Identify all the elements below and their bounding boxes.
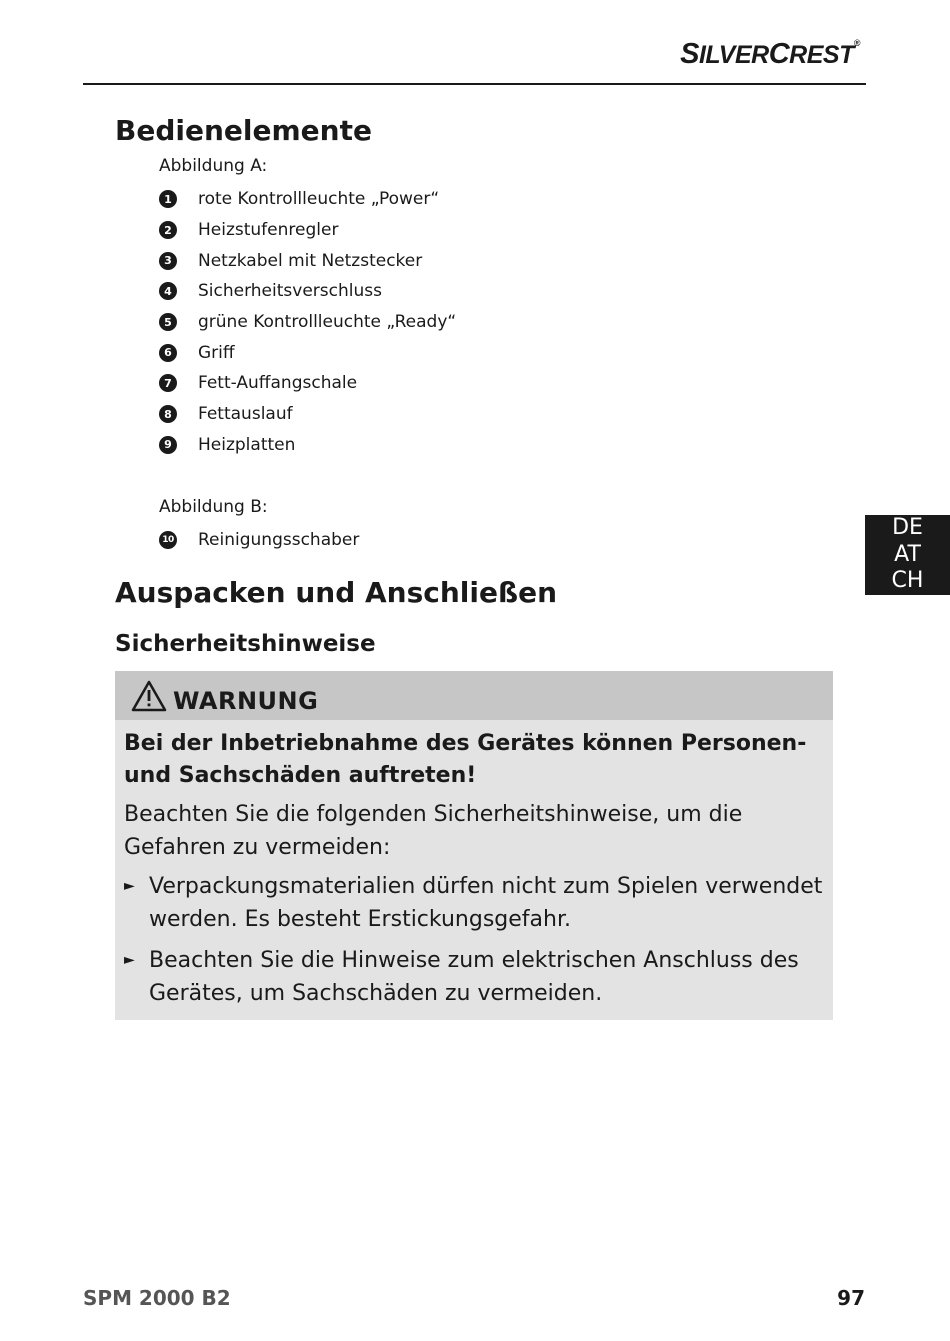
warning-box — [115, 671, 833, 1020]
brand-logo — [680, 38, 860, 71]
warning-intro: Beachten Sie die folgenden Sicherheitshinweise, um die Gefahren zu vermeiden: — [124, 802, 743, 860]
item-label: Netzkabel mit Netzstecker — [198, 250, 423, 271]
list-item — [159, 276, 456, 307]
warning-header — [115, 671, 833, 720]
list-item — [159, 430, 456, 461]
list-item — [159, 368, 456, 399]
list-item — [115, 870, 829, 936]
number-badge: 2 — [159, 221, 177, 239]
number-badge: 6 — [159, 344, 177, 362]
language-code: CH — [891, 568, 924, 593]
item-label: Fettauslauf — [198, 404, 293, 425]
language-code: DE — [892, 515, 923, 540]
list-item — [159, 245, 456, 276]
number-badge: 1 — [159, 190, 177, 208]
header-rule — [83, 83, 866, 85]
bullet-arrow-icon: ► — [124, 952, 135, 968]
number-badge: 10 — [159, 531, 177, 549]
item-label: Sicherheitsverschluss — [198, 281, 382, 302]
subsection-title-sicherheitshinweise: Sicherheitshinweise — [115, 631, 376, 657]
list-item — [159, 184, 456, 215]
warning-bullet-list — [115, 870, 833, 1010]
item-label: Heizstufenregler — [198, 220, 339, 241]
list-item — [159, 399, 456, 430]
number-badge: 9 — [159, 436, 177, 454]
figure-b-list — [159, 525, 359, 556]
brand-initial-s: S — [680, 38, 699, 70]
warning-triangle-icon — [131, 680, 167, 712]
item-label: Fett-Auffangschale — [198, 373, 358, 394]
list-item — [159, 337, 456, 368]
number-badge: 7 — [159, 374, 177, 392]
item-label: Heizplatten — [198, 434, 296, 455]
item-label: Griff — [198, 342, 235, 363]
number-badge: 8 — [159, 405, 177, 423]
footer-model: SPM 2000 B2 — [83, 1286, 231, 1310]
list-item — [115, 944, 829, 1010]
figure-b-label: Abbildung B: — [159, 497, 268, 517]
language-tab — [865, 515, 950, 595]
list-item — [159, 525, 359, 556]
warning-bold-text: Bei der Inbetriebnahme des Gerätes können Personen- und Sachschäden auftreten! — [124, 731, 807, 788]
item-label: grüne Kontrollleuchte „Ready“ — [198, 312, 457, 333]
list-item — [159, 215, 456, 246]
brand-rest-1: ILVER — [698, 41, 769, 69]
language-code: AT — [894, 541, 921, 567]
number-badge: 5 — [159, 313, 177, 331]
warning-title: WARNUNG — [173, 686, 319, 715]
brand-rest-2: REST — [789, 41, 854, 69]
bullet-text: Beachten Sie die Hinweise zum elektrischen Anschluss des Gerätes, um Sachschäden zu vermeiden. — [149, 948, 799, 1006]
item-label: rote Kontrollleuchte „Power“ — [198, 189, 440, 210]
section-title-bedienelemente: Bedienelemente — [115, 114, 372, 147]
number-badge: 4 — [159, 282, 177, 300]
bullet-arrow-icon: ► — [124, 878, 135, 894]
brand-initial-c: C — [768, 38, 790, 70]
section-title-auspacken: Auspacken und Anschließen — [115, 576, 558, 609]
number-badge: 3 — [159, 252, 177, 270]
figure-a-list — [159, 184, 456, 460]
registered-mark: ® — [853, 38, 860, 48]
item-label: Reinigungsschaber — [198, 530, 360, 551]
figure-a-label: Abbildung A: — [159, 156, 268, 176]
page-number: 97 — [837, 1286, 865, 1310]
bullet-text: Verpackungsmaterialien dürfen nicht zum Spielen verwendet werden. Es besteht Erstickungsgefahr. — [149, 874, 823, 932]
list-item — [159, 307, 456, 338]
